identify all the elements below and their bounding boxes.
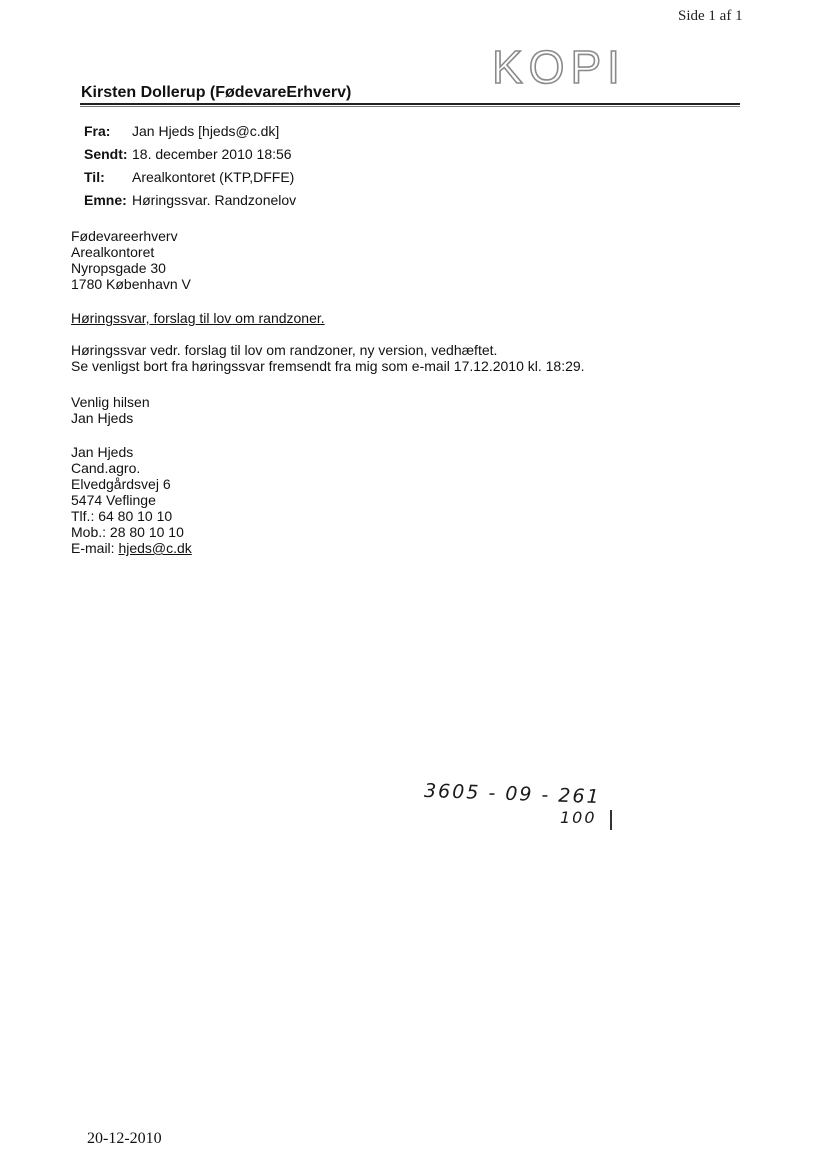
meta-subject-value: Høringssvar. Randzonelov [132,192,297,208]
signature-line: Cand.agro. [71,460,141,476]
meta-subject-label: Emne: [84,192,127,208]
email-meta [84,120,296,212]
meta-subject [84,189,296,212]
print-date: 20-12-2010 [87,1130,162,1147]
address-line: Arealkontoret [71,244,155,260]
address-line: Nyropsgade 30 [71,260,166,276]
address-line: Fødevareerhverv [71,228,178,244]
meta-sent-label: Sendt: [84,146,128,162]
email-label: E-mail: [71,540,119,556]
subject-heading: Høringssvar, forslag til lov om randzoner. [71,310,325,326]
handwritten-number: 100 [560,808,597,827]
kopi-stamp: KOPI [492,41,626,93]
page-number: Side 1 af 1 [678,8,743,24]
meta-to [84,166,296,189]
meta-to-label: Til: [84,169,105,185]
recipient-address [71,228,191,292]
greeting-line: Venlig hilsen [71,394,150,410]
meta-to-value: Arealkontoret (KTP,DFFE) [132,169,295,185]
greeting-line: Jan Hjeds [71,410,134,426]
meta-from [84,120,296,143]
handwritten-reference: 3605 - 09 - 261 [423,779,602,809]
meta-from-label: Fra: [84,123,111,139]
header-rule [80,103,740,107]
greeting [71,394,150,426]
signature-line: Mob.: 28 80 10 10 [71,524,184,540]
signature [71,444,192,556]
message-line: Høringssvar vedr. forslag til lov om randzoner, ny version, vedhæftet. [71,342,498,358]
signature-line: 5474 Veflinge [71,492,156,508]
meta-sent [84,143,296,166]
email-link[interactable]: hjeds@c.dk [118,540,192,556]
message-body [71,342,585,374]
meta-from-value: Jan Hjeds [hjeds@c.dk] [132,123,280,139]
address-line: 1780 København V [71,276,191,292]
signature-line: Tlf.: 64 80 10 10 [71,508,173,524]
handwritten-mark [610,810,612,830]
meta-sent-value: 18. december 2010 18:56 [132,146,292,162]
signature-email-line [71,540,192,556]
signature-line: Jan Hjeds [71,444,134,460]
message-line: Se venligst bort fra høringssvar fremsendt fra mig som e-mail 17.12.2010 kl. 18:29. [71,358,585,374]
sender-name: Kirsten Dollerup (FødevareErhverv) [81,84,352,101]
signature-line: Elvedgårdsvej 6 [71,476,171,492]
